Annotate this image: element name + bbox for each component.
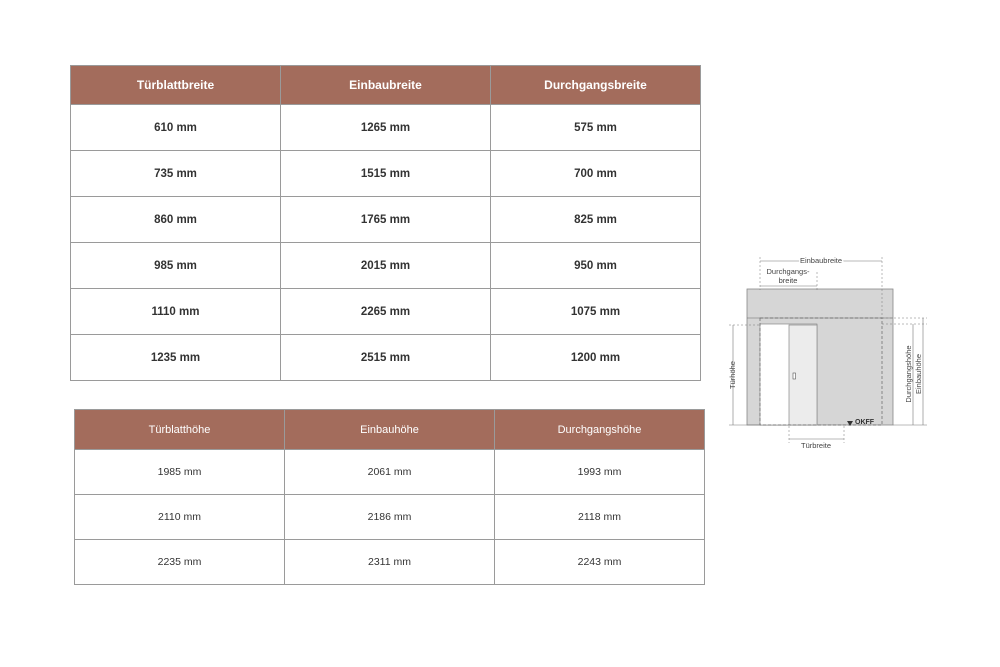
column-header-tuerblatthoehe: Türblatthöhe: [75, 410, 285, 450]
table-cell: 1985 mm: [75, 450, 285, 495]
column-header-tuerblattbreite: Türblattbreite: [71, 66, 281, 105]
table-row: [75, 495, 705, 540]
column-header-durchgangshoehe: Durchgangshöhe: [495, 410, 705, 450]
column-header-durchgangsbreite: Durchgangsbreite: [491, 66, 701, 105]
table-cell: 2015 mm: [281, 243, 491, 289]
door-handle-icon: [793, 373, 796, 379]
height-table: [74, 409, 705, 585]
table-cell: 860 mm: [71, 197, 281, 243]
table-cell: 1765 mm: [281, 197, 491, 243]
einbauhoehe-label: Einbauhöhe: [914, 353, 923, 395]
table-cell: 1265 mm: [281, 105, 491, 151]
table-cell: 2515 mm: [281, 335, 491, 381]
table-row: [71, 151, 701, 197]
tuerhoehe-label: Türhöhe: [728, 361, 737, 389]
width-table: [70, 65, 701, 381]
table-cell: 1110 mm: [71, 289, 281, 335]
durchgangshoehe-label: Durchgangshöhe: [904, 345, 913, 403]
table-cell: 575 mm: [491, 105, 701, 151]
table-cell: 1515 mm: [281, 151, 491, 197]
table-row: [75, 540, 705, 585]
table-row: [71, 105, 701, 151]
table-cell: 1200 mm: [491, 335, 701, 381]
table-cell: 1993 mm: [495, 450, 705, 495]
table-cell: 1235 mm: [71, 335, 281, 381]
table-cell: 700 mm: [491, 151, 701, 197]
table-cell: 2118 mm: [495, 495, 705, 540]
table-cell: 610 mm: [71, 105, 281, 151]
table-cell: 2243 mm: [495, 540, 705, 585]
table-row: [71, 289, 701, 335]
table-row: [71, 243, 701, 289]
column-header-einbaubreite: Einbaubreite: [281, 66, 491, 105]
table-row: [71, 335, 701, 381]
table-row: [75, 450, 705, 495]
table-cell: 2265 mm: [281, 289, 491, 335]
table-cell: 2235 mm: [75, 540, 285, 585]
table-cell: 735 mm: [71, 151, 281, 197]
table-cell: 2186 mm: [285, 495, 495, 540]
table-cell: 2061 mm: [285, 450, 495, 495]
height-table-header-row: [75, 410, 705, 450]
durchgangsbreite-label-2: breite: [778, 276, 798, 285]
table-cell: 825 mm: [491, 197, 701, 243]
tuerbreite-label: Türbreite: [800, 441, 832, 450]
table-cell: 1075 mm: [491, 289, 701, 335]
durchgangsbreite-label-1: Durchgangs-: [766, 267, 810, 276]
door-dimension-diagram: [720, 250, 940, 450]
table-cell: 2110 mm: [75, 495, 285, 540]
einbaubreite-label: Einbaubreite: [799, 256, 843, 265]
table-cell: 950 mm: [491, 243, 701, 289]
table-cell: 2311 mm: [285, 540, 495, 585]
table-row: [71, 197, 701, 243]
column-header-einbauhoehe: Einbauhöhe: [285, 410, 495, 450]
table-cell: 985 mm: [71, 243, 281, 289]
width-table-header-row: [71, 66, 701, 105]
okff-label: OKFF: [855, 419, 875, 426]
